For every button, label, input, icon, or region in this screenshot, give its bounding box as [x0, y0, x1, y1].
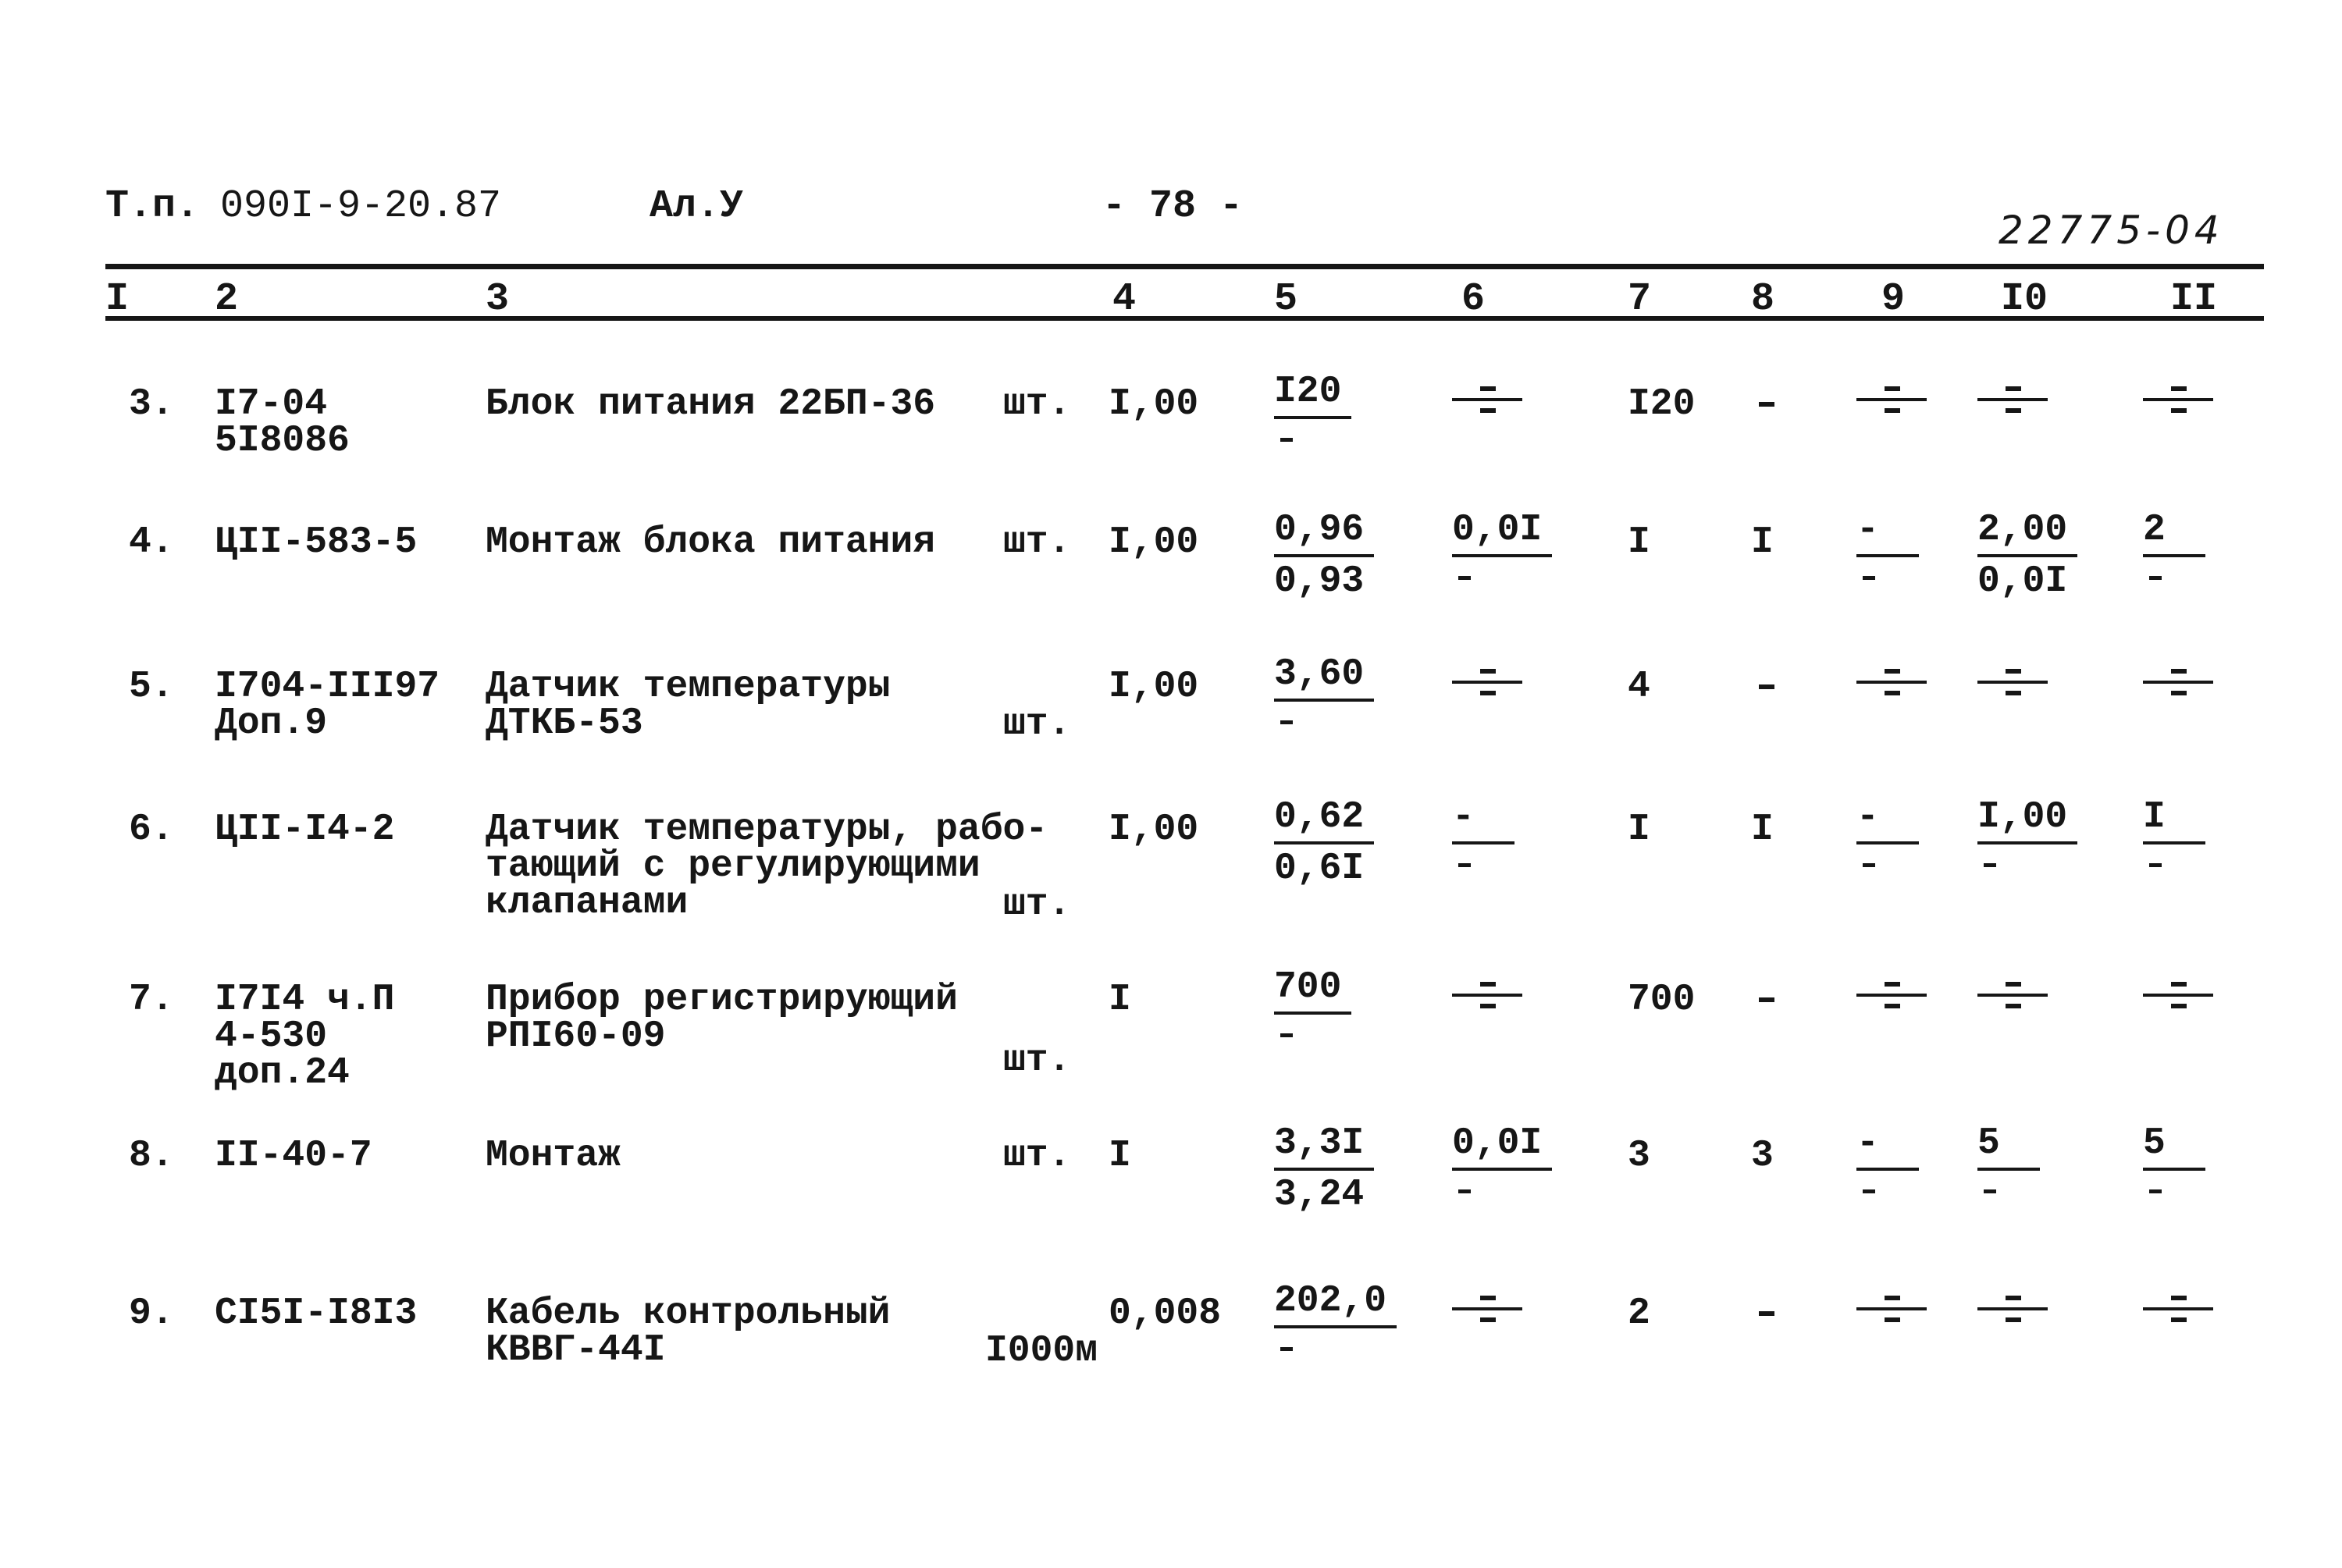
- row-number: 5.: [129, 666, 174, 708]
- col9-value-empty-sign-part: [1885, 1296, 1900, 1300]
- col5-value-denominator-dash: [1280, 1033, 1293, 1037]
- col10-value-empty-sign-part: [2006, 1317, 2021, 1322]
- col11-value-empty-sign-part: [2171, 982, 2187, 987]
- col5-value-bar: [1274, 1325, 1397, 1328]
- column-number: 5: [1274, 277, 1298, 322]
- col11-value-empty-sign-part: [2171, 691, 2187, 695]
- doc-prefix: Т.п.: [105, 184, 200, 229]
- col5-value-bar: [1274, 841, 1374, 844]
- item-name-line: РПI60-09: [486, 1015, 666, 1058]
- col11-value-empty-sign: [2143, 980, 2213, 1012]
- col5-value-numerator: 202,0: [1274, 1280, 1387, 1322]
- item-name-line: Монтаж блока питания: [486, 521, 936, 564]
- col6-value-empty-sign-part: [1480, 408, 1496, 413]
- col5-value-denominator: 0,93: [1274, 560, 1365, 603]
- col11-value-empty-sign-part: [2171, 1317, 2187, 1322]
- album-label: Ал.У: [650, 184, 744, 229]
- resource-code-line: 4-530: [215, 1015, 328, 1058]
- col9-value-empty-sign-part: [1885, 691, 1900, 695]
- unit-of-measure: шт.: [1003, 383, 1071, 425]
- col10-value-empty-sign-part: [2006, 691, 2021, 695]
- col9-value-empty-sign: [1856, 1294, 1927, 1325]
- col8-value: I: [1751, 809, 1774, 851]
- col5-value-denominator: 3,24: [1274, 1174, 1365, 1216]
- col5-value-numerator: 3,60: [1274, 653, 1365, 695]
- col9-value-numerator: -: [1856, 796, 1879, 838]
- item-name-line: Монтаж: [486, 1135, 621, 1177]
- col9-value-empty-sign: [1856, 667, 1927, 699]
- col6-value-empty-sign-part: [1480, 1317, 1496, 1322]
- col9-value-empty-sign-part: [1885, 669, 1900, 674]
- col8-value: I: [1751, 521, 1774, 564]
- col11-value-empty-sign-part: [2143, 398, 2213, 401]
- column-number: I0: [2001, 277, 2048, 322]
- item-name-line: КВВГ-44I: [486, 1329, 666, 1371]
- header-rule: [105, 316, 2264, 321]
- col9-value-empty-sign-part: [1885, 1317, 1900, 1322]
- col10-value-numerator: 5: [1977, 1122, 2000, 1164]
- col10-value-empty-sign-part: [2006, 1004, 2021, 1008]
- quantity: I,00: [1109, 809, 1199, 851]
- col6-value-empty-sign-part: [1480, 1296, 1496, 1300]
- col10-value-bar: [1977, 1168, 2040, 1171]
- column-number: I: [105, 277, 130, 322]
- col10-value-denominator-dash: [1984, 863, 1996, 867]
- col11-value-numerator: 2: [2143, 509, 2166, 551]
- col8-value: 3: [1751, 1135, 1774, 1177]
- col10-value-numerator: 2,00: [1977, 509, 2068, 551]
- quantity: I,00: [1109, 521, 1199, 564]
- item-name-line: клапанами: [486, 882, 689, 924]
- resource-code-line: II-40-7: [215, 1135, 372, 1177]
- col9-value-bar: [1856, 1168, 1919, 1171]
- col6-value-empty-sign-part: [1452, 994, 1522, 997]
- column-number: 8: [1751, 277, 1775, 322]
- col10-value-numerator: I,00: [1977, 796, 2068, 838]
- col9-value-empty-sign-part: [1856, 398, 1927, 401]
- item-name-line: ДТКБ-53: [486, 702, 643, 745]
- row-number: 8.: [129, 1135, 174, 1177]
- col7-value: I: [1628, 809, 1650, 851]
- col11-value-denominator-dash: [2149, 576, 2162, 580]
- col10-value-empty-sign-part: [2006, 1296, 2021, 1300]
- col8-value-dash: [1759, 1311, 1774, 1316]
- col5-value-numerator: 700: [1274, 966, 1342, 1008]
- col11-value-empty-sign: [2143, 1294, 2213, 1325]
- col11-value-empty-sign-part: [2171, 1296, 2187, 1300]
- col6-value-empty-sign-part: [1480, 386, 1496, 391]
- quantity: I,00: [1109, 383, 1199, 425]
- col6-value-empty-sign: [1452, 1294, 1522, 1325]
- quantity: I: [1109, 979, 1131, 1021]
- col6-value-empty-sign: [1452, 385, 1522, 416]
- col6-value-empty-sign-part: [1452, 398, 1522, 401]
- col5-value-bar: [1274, 554, 1374, 557]
- col5-value-numerator: 3,3I: [1274, 1122, 1365, 1164]
- col8-value-dash: [1759, 402, 1774, 407]
- col8-value-dash: [1759, 997, 1774, 1002]
- col9-value-bar: [1856, 554, 1919, 557]
- col5-value-bar: [1274, 699, 1374, 702]
- col11-value-empty-sign: [2143, 667, 2213, 699]
- col9-value-empty-sign-part: [1885, 408, 1900, 413]
- col5-value-denominator: 0,6I: [1274, 848, 1365, 890]
- row-number: 9.: [129, 1292, 174, 1335]
- col6-value-numerator: -: [1452, 796, 1475, 838]
- col7-value: I: [1628, 521, 1650, 564]
- col11-value-bar: [2143, 841, 2205, 844]
- unit-of-measure: шт.: [1003, 884, 1071, 926]
- col11-value-empty-sign-part: [2171, 1004, 2187, 1008]
- col6-value-empty-sign-part: [1480, 669, 1496, 674]
- col5-value-numerator: 0,96: [1274, 509, 1365, 551]
- col6-value-bar: [1452, 554, 1552, 557]
- col10-value-empty-sign: [1977, 1294, 2048, 1325]
- item-name-line: Кабель контрольный: [486, 1292, 891, 1335]
- column-number: 4: [1112, 277, 1137, 322]
- page-number: - 78 -: [1102, 184, 1244, 229]
- quantity: I,00: [1109, 666, 1199, 708]
- col5-value-denominator-dash: [1280, 1347, 1293, 1351]
- col5-value-denominator-dash: [1280, 720, 1293, 724]
- col11-value-empty-sign-part: [2171, 386, 2187, 391]
- column-number: 7: [1628, 277, 1652, 322]
- col9-value-empty-sign: [1856, 385, 1927, 416]
- col6-value-numerator: 0,0I: [1452, 1122, 1543, 1164]
- col9-value-empty-sign-part: [1885, 386, 1900, 391]
- col11-value-bar: [2143, 554, 2205, 557]
- col6-value-empty-sign-part: [1480, 982, 1496, 987]
- col9-value-numerator: -: [1856, 1122, 1879, 1164]
- col9-value-empty-sign: [1856, 980, 1927, 1012]
- col10-value-empty-sign: [1977, 385, 2048, 416]
- resource-code-line: I704-III97: [215, 666, 440, 708]
- col5-value-denominator-dash: [1280, 438, 1293, 442]
- col9-value-numerator: -: [1856, 509, 1879, 551]
- col10-value-empty-sign-part: [1977, 994, 2048, 997]
- unit-of-measure: I000м: [985, 1330, 1098, 1372]
- col11-value-numerator: 5: [2143, 1122, 2166, 1164]
- col7-value: 700: [1628, 979, 1696, 1021]
- col7-value: 2: [1628, 1292, 1650, 1335]
- col10-value-empty-sign-part: [2006, 669, 2021, 674]
- col11-value-empty-sign-part: [2143, 681, 2213, 684]
- col10-value-empty-sign: [1977, 980, 2048, 1012]
- col11-value-empty-sign-part: [2171, 408, 2187, 413]
- item-name-line: Блок питания 22БП-36: [486, 383, 936, 425]
- col5-value-bar: [1274, 1168, 1374, 1171]
- col5-value-numerator: 0,62: [1274, 796, 1365, 838]
- col6-value-bar: [1452, 841, 1514, 844]
- resource-code-line: ЦII-583-5: [215, 521, 418, 564]
- resource-code-line: доп.24: [215, 1052, 350, 1094]
- col9-value-denominator-dash: [1863, 863, 1875, 867]
- resource-code-line: I7-04: [215, 383, 328, 425]
- col11-value-empty-sign: [2143, 385, 2213, 416]
- item-name-line: Прибор регистрирующий: [486, 979, 958, 1021]
- column-number: 3: [486, 277, 510, 322]
- col10-value-empty-sign-part: [2006, 408, 2021, 413]
- col6-value-empty-sign-part: [1452, 1307, 1522, 1310]
- col5-value-numerator: I20: [1274, 371, 1342, 413]
- col11-value-denominator-dash: [2149, 863, 2162, 867]
- col9-value-empty-sign-part: [1885, 1004, 1900, 1008]
- col5-value-bar: [1274, 416, 1351, 419]
- col6-value-denominator-dash: [1458, 863, 1471, 867]
- col6-value-denominator-dash: [1458, 576, 1471, 580]
- row-number: 3.: [129, 383, 174, 425]
- col6-value-empty-sign: [1452, 667, 1522, 699]
- resource-code-line: Доп.9: [215, 702, 328, 745]
- col9-value-empty-sign-part: [1885, 982, 1900, 987]
- column-number: 2: [215, 277, 239, 322]
- col9-value-bar: [1856, 841, 1919, 844]
- unit-of-measure: шт.: [1003, 521, 1071, 564]
- col9-value-empty-sign-part: [1856, 1307, 1927, 1310]
- top-rule: [105, 264, 2264, 269]
- col8-value-dash: [1759, 684, 1774, 689]
- col10-value-denominator: 0,0I: [1977, 560, 2068, 603]
- col11-value-empty-sign-part: [2143, 1307, 2213, 1310]
- col9-value-empty-sign-part: [1856, 994, 1927, 997]
- col11-value-empty-sign-part: [2171, 669, 2187, 674]
- resource-code-line: 5I8086: [215, 420, 350, 462]
- doc-code: 090I-9-20.87: [220, 184, 502, 229]
- col10-value-empty-sign-part: [1977, 681, 2048, 684]
- quantity: I: [1109, 1135, 1131, 1177]
- unit-of-measure: шт.: [1003, 1135, 1071, 1177]
- column-number: II: [2170, 277, 2218, 322]
- row-number: 4.: [129, 521, 174, 564]
- col9-value-empty-sign-part: [1856, 681, 1927, 684]
- col6-value-empty-sign-part: [1480, 691, 1496, 695]
- col6-value-denominator-dash: [1458, 1189, 1471, 1193]
- col10-value-empty-sign: [1977, 667, 2048, 699]
- resource-code-line: ЦII-I4-2: [215, 809, 395, 851]
- resource-code-line: I7I4 ч.П: [215, 979, 395, 1021]
- item-name-line: тающий с регулирующими: [486, 845, 981, 887]
- column-number: 6: [1461, 277, 1486, 322]
- col11-value-empty-sign-part: [2143, 994, 2213, 997]
- resource-code-line: CI5I-I8I3: [215, 1292, 418, 1335]
- col5-value-bar: [1274, 1012, 1351, 1015]
- col10-value-denominator-dash: [1984, 1189, 1996, 1193]
- column-number: 9: [1881, 277, 1906, 322]
- col10-value-empty-sign-part: [2006, 386, 2021, 391]
- col9-value-denominator-dash: [1863, 1189, 1875, 1193]
- col11-value-bar: [2143, 1168, 2205, 1171]
- archive-stamp: 22775-04: [1999, 208, 2224, 253]
- col10-value-bar: [1977, 554, 2077, 557]
- col10-value-empty-sign-part: [2006, 982, 2021, 987]
- unit-of-measure: шт.: [1003, 1040, 1071, 1082]
- col7-value: 3: [1628, 1135, 1650, 1177]
- col7-value: I20: [1628, 383, 1696, 425]
- col7-value: 4: [1628, 666, 1650, 708]
- col6-value-empty-sign-part: [1480, 1004, 1496, 1008]
- col11-value-denominator-dash: [2149, 1189, 2162, 1193]
- col6-value-numerator: 0,0I: [1452, 509, 1543, 551]
- col10-value-empty-sign-part: [1977, 1307, 2048, 1310]
- col11-value-numerator: I: [2143, 796, 2166, 838]
- item-name-line: Датчик температуры: [486, 666, 891, 708]
- col9-value-denominator-dash: [1863, 576, 1875, 580]
- col10-value-bar: [1977, 841, 2077, 844]
- col10-value-empty-sign-part: [1977, 398, 2048, 401]
- unit-of-measure: шт.: [1003, 703, 1071, 745]
- quantity: 0,008: [1109, 1292, 1222, 1335]
- col6-value-empty-sign-part: [1452, 681, 1522, 684]
- col6-value-empty-sign: [1452, 980, 1522, 1012]
- row-number: 6.: [129, 809, 174, 851]
- col6-value-bar: [1452, 1168, 1552, 1171]
- row-number: 7.: [129, 979, 174, 1021]
- item-name-line: Датчик температуры, рабо-: [486, 809, 1048, 851]
